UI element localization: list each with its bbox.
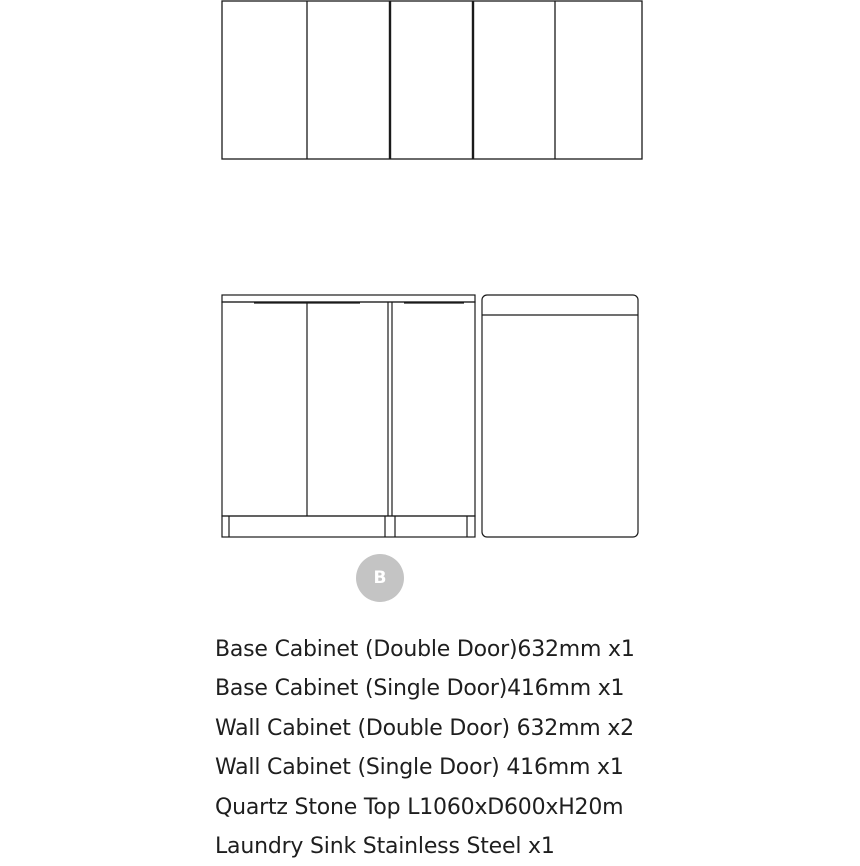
list-item: Laundry Sink Stainless Steel x1: [215, 833, 555, 859]
list-item: Quartz Stone Top L1060xD600xH20m: [215, 794, 624, 820]
base-cabinet-body: [222, 302, 475, 516]
item-list: [215, 630, 635, 866]
plinth: [222, 516, 475, 537]
section-badge: B: [356, 554, 404, 602]
wall-cabinet-outline: [222, 1, 642, 159]
wall-cabinets: [222, 1, 642, 159]
base-cabinets: [222, 295, 475, 537]
laundry-sink-unit: [482, 295, 638, 537]
stone-top: [222, 295, 475, 302]
sink-body: [482, 295, 638, 537]
list-item: Base Cabinet (Single Door)416mm x1: [215, 676, 625, 702]
list-item: Wall Cabinet (Single Door) 416mm x1: [215, 755, 624, 781]
list-item: Base Cabinet (Double Door)632mm x1: [215, 637, 635, 662]
list-item: Wall Cabinet (Double Door) 632mm x2: [215, 715, 634, 741]
